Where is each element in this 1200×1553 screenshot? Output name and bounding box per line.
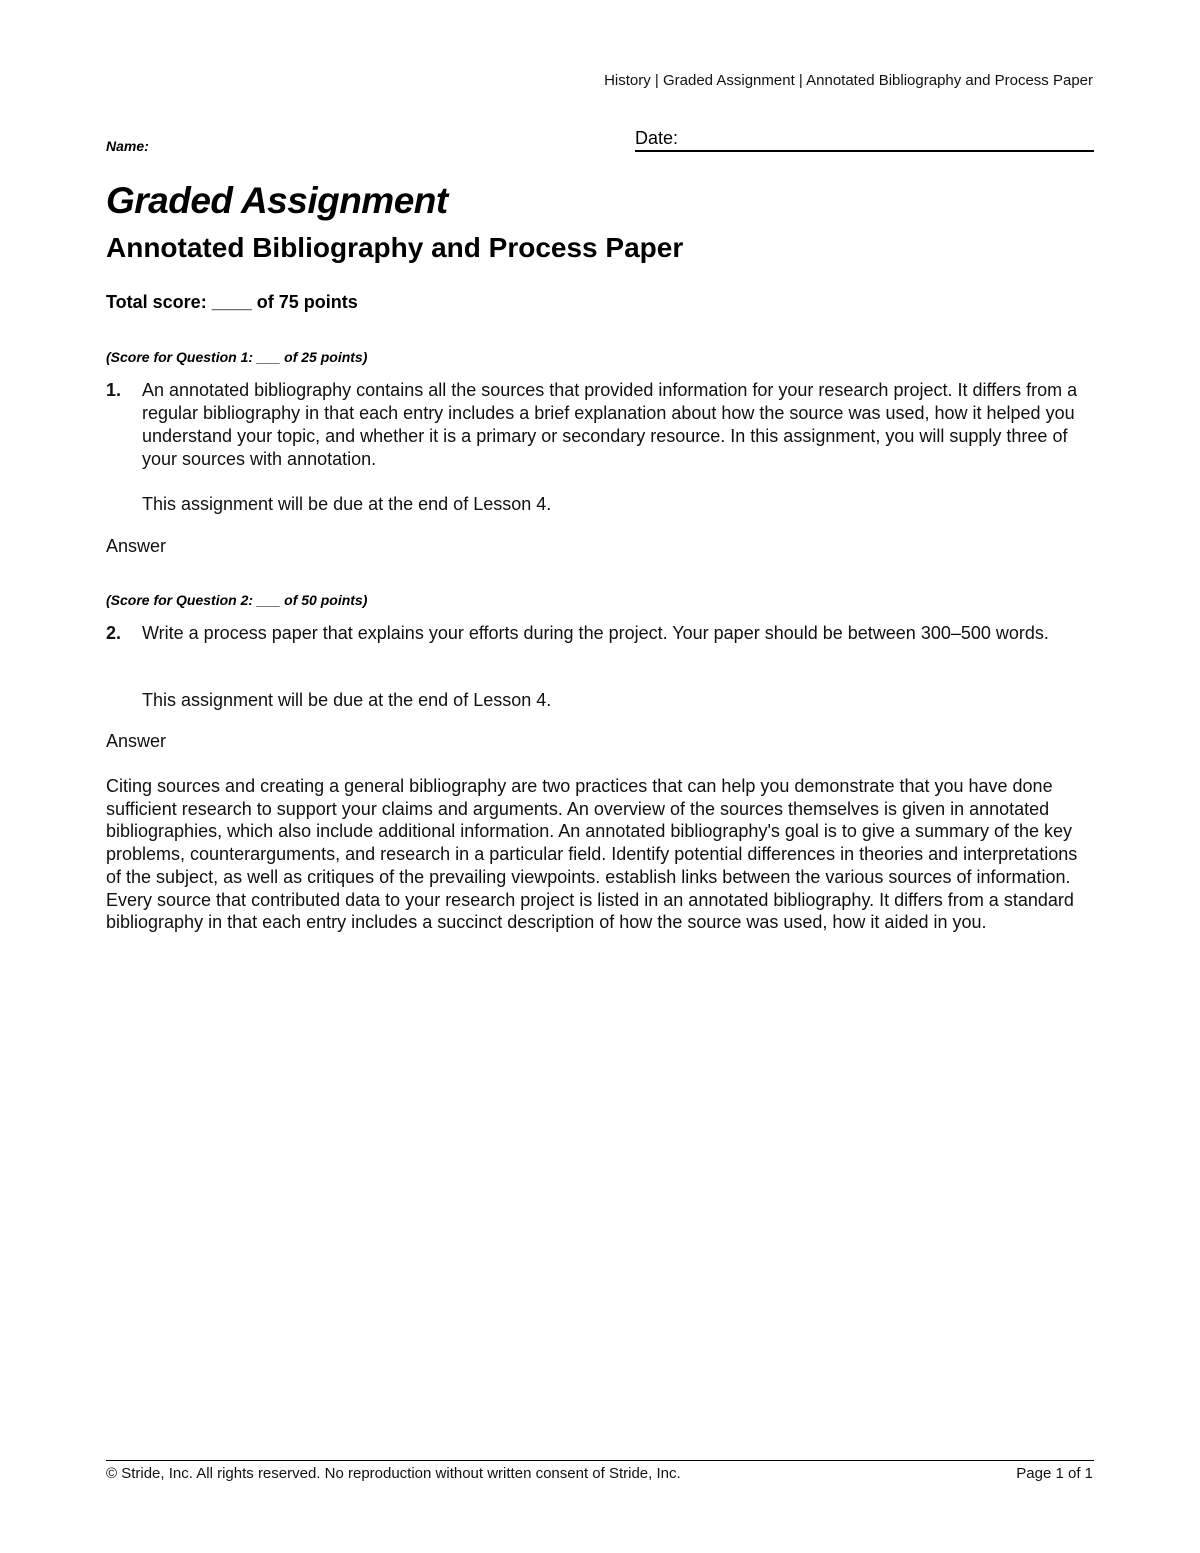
footer-copyright: © Stride, Inc. All rights reserved. No reproduction without written consent of Stride, Inc. [106,1465,681,1482]
date-label: Date: [635,128,679,148]
question-1-number: 1. [106,380,122,400]
question-2-answer-label: Answer [106,731,167,751]
answer-paragraph: Every source that contributed data to your research project is listed in an annotated bibliography. It differs from a standard bibliography in that each entry includes a succinct description of how the source was used, how it aided in you. [106,889,1074,933]
question-1-text: An annotated bibliography contains all the sources that provided information for your research project. It differs from a regular bibliography in that each entry includes a brief explanation about how the source was used, how it helped you understand your topic, and whether it is a primary or secondary resource. In this assignment, you will supply three of your sources with annotation. [142,380,1078,469]
answer-paragraph: Citing sources and creating a general bibliography are two practices that can help you demonstrate that you have done sufficient research to support your claims and arguments. An overview of the sources themselves is given in annotated bibliographies, which also include additional information. An annotated bibliography's goal is to give a summary of the key problems, counterarguments, and research in a particular field. Identify potential differences in theories and interpretations of the subject, as well as critiques of the prevailing viewpoints. establish links between the various sources of information. [106,776,1078,887]
page-title: Graded Assignment [106,180,448,221]
page-number: Page 1 of 1 [1016,1465,1093,1482]
date-field [635,128,1094,152]
question-2-number: 2. [106,623,122,643]
running-header: History | Graded Assignment | Annotated Bibliography and Process Paper [604,72,1093,89]
total-score: Total score: ____ of 75 points [106,292,358,312]
question-1-due-note: This assignment will be due at the end of Lesson 4. [142,494,552,514]
question-1-score: (Score for Question 1: ___ of 25 points) [106,349,368,365]
answer-body [106,775,1096,934]
question-2-score: (Score for Question 2: ___ of 50 points) [106,592,368,608]
page-subtitle: Annotated Bibliography and Process Paper [106,232,684,263]
question-1 [106,379,1096,471]
question-2-text: Write a process paper that explains your efforts during the project. Your paper should be between 300–500 words. [142,623,1049,643]
question-1-answer-label: Answer [106,536,167,556]
question-2 [106,622,1096,645]
question-2-due-note: This assignment will be due at the end of Lesson 4. [142,690,552,710]
name-label: Name: [106,138,149,154]
footer-divider [106,1460,1094,1461]
